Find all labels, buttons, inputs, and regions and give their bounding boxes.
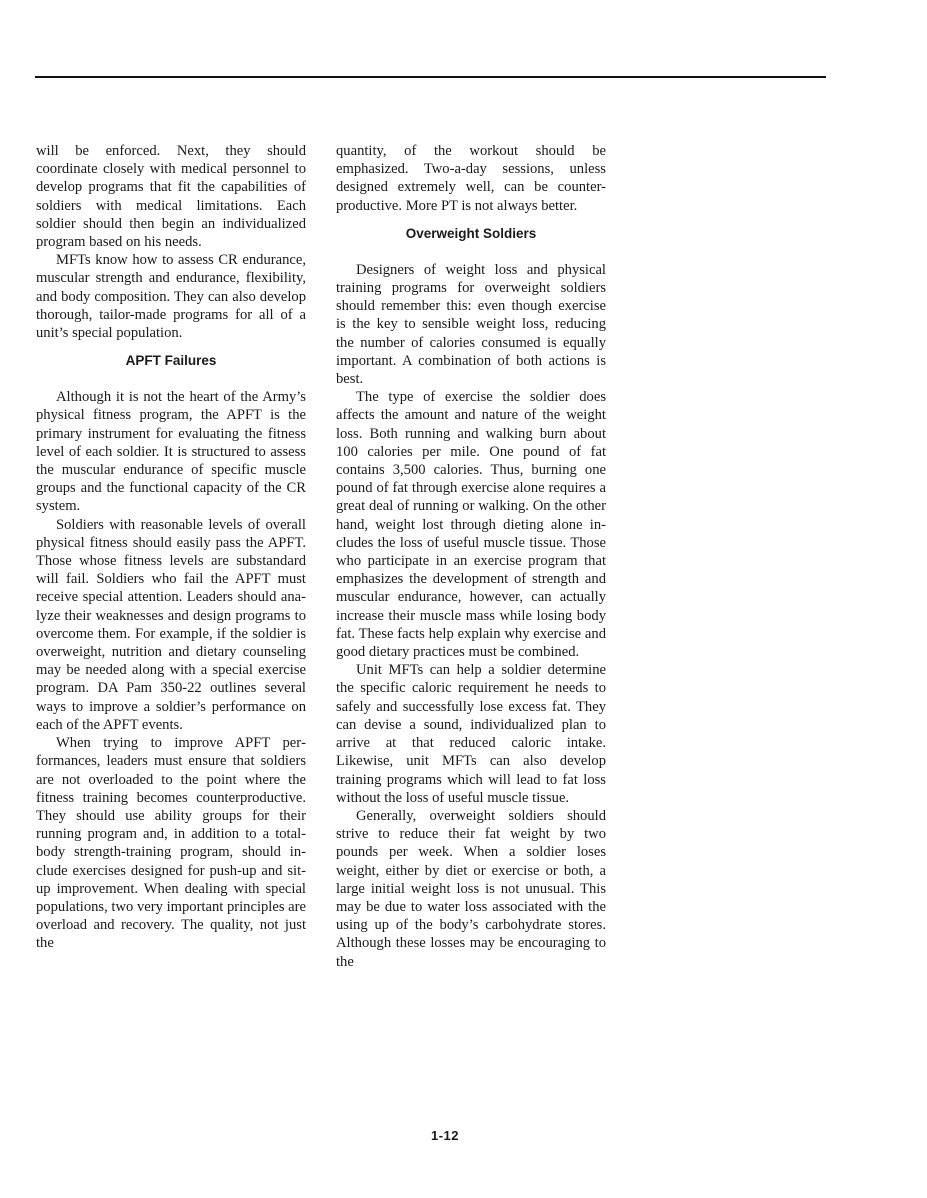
paragraph: will be enforced. Next, they should coordinate closely with medical personnel to develop programs that fit the capabilities of soldiers with medical limitations. Each soldier should then begin an individualized program based on his needs.: [36, 143, 306, 251]
section-heading-overweight-soldiers: Overweight Soldiers: [405, 225, 537, 241]
page-number: 1-12: [430, 1128, 460, 1143]
section-heading-apft-failures: APFT Failures: [125, 353, 217, 369]
header-rule: [35, 76, 826, 78]
paragraph: Generally, overweight soldiers should strive to reduce their fat weight by two pounds per week. When a soldier loses weight, either by diet or exercise or both, a large initial weight loss is not unusual. This may be due to water loss associated with the using up of the body’s carbohydrate stores. Although these losses may be encouraging to the: [336, 807, 606, 970]
paragraph: The type of exercise the soldier does affects the amount and nature of the weight loss. Both running and walking burn about 100 calories per mile. One pound of fat contains 3,500 calories. Thus, burning one pound of fat through exercise alone requires a great deal of running or walking. On the other hand, weight lost through dieting alone includes the loss of useful muscle tissue. Those who participate in an exercise program that emphasizes the development of strength and muscular endurance, however, can actually increase their muscle mass while losing body fat. These facts help explain why exercise and good dietary practices must be combined.: [336, 389, 606, 661]
paragraph: Unit MFTs can help a soldier determine the specific caloric requirement he needs to safely and successfully lose excess fat. They can devise a sound, individualized plan to arrive at that reduced caloric intake. Likewise, unit MFTs can also develop training programs which will lead to fat loss without the loss of useful muscle tissue.: [336, 662, 606, 806]
paragraph: Designers of weight loss and physical training programs for overweight soldiers should remember this: even though exercise is the key to sensible weight loss, reducing the number of calories consumed is equally important. A combination of both actions is best.: [336, 261, 606, 388]
paragraph: Although it is not the heart of the Army’s physical fitness program, the APFT is the primary instrument for evaluating the fitness level of each soldier. It is structured to assess the muscular endurance of specific muscle groups and the functional capacity of the CR system.: [36, 389, 306, 515]
paragraph: MFTs know how to assess CR endurance, muscular strength and endurance, flexibility, and body composition. They can also develop thorough, tailor-made programs for all of a unit’s special population.: [36, 252, 306, 342]
paragraph: Soldiers with reasonable levels of overall physical fitness should easily pass the APFT. Those whose fitness levels are substandard will fail. Soldiers who fail the APFT must receive special attention. Leaders should analyze their weaknesses and design programs to overcome them. For example, if the soldier is overweight, nutrition and dietary counseling may be needed along with a special exercise program. DA Pam 350-22 outlines several ways to improve a soldier’s performance on each of the APFT events.: [36, 516, 306, 733]
left-column: [36, 142, 306, 953]
paragraph: quantity, of the workout should be emphasized. Two-a-day sessions, unless designed extremely well, can be counter-productive. More PT is not always better.: [336, 143, 606, 214]
right-column: [336, 142, 606, 971]
paragraph: When trying to improve APFT performances, leaders must ensure that soldiers are not overloaded to the point where the fitness training becomes counterproductive. They should use ability groups for their running program and, in addition to a total-body strength-training program, should include exercises designed for push-up and sit-up improvement. When dealing with special populations, two very important principles are overload and recovery. The quality, not just the: [36, 735, 306, 952]
